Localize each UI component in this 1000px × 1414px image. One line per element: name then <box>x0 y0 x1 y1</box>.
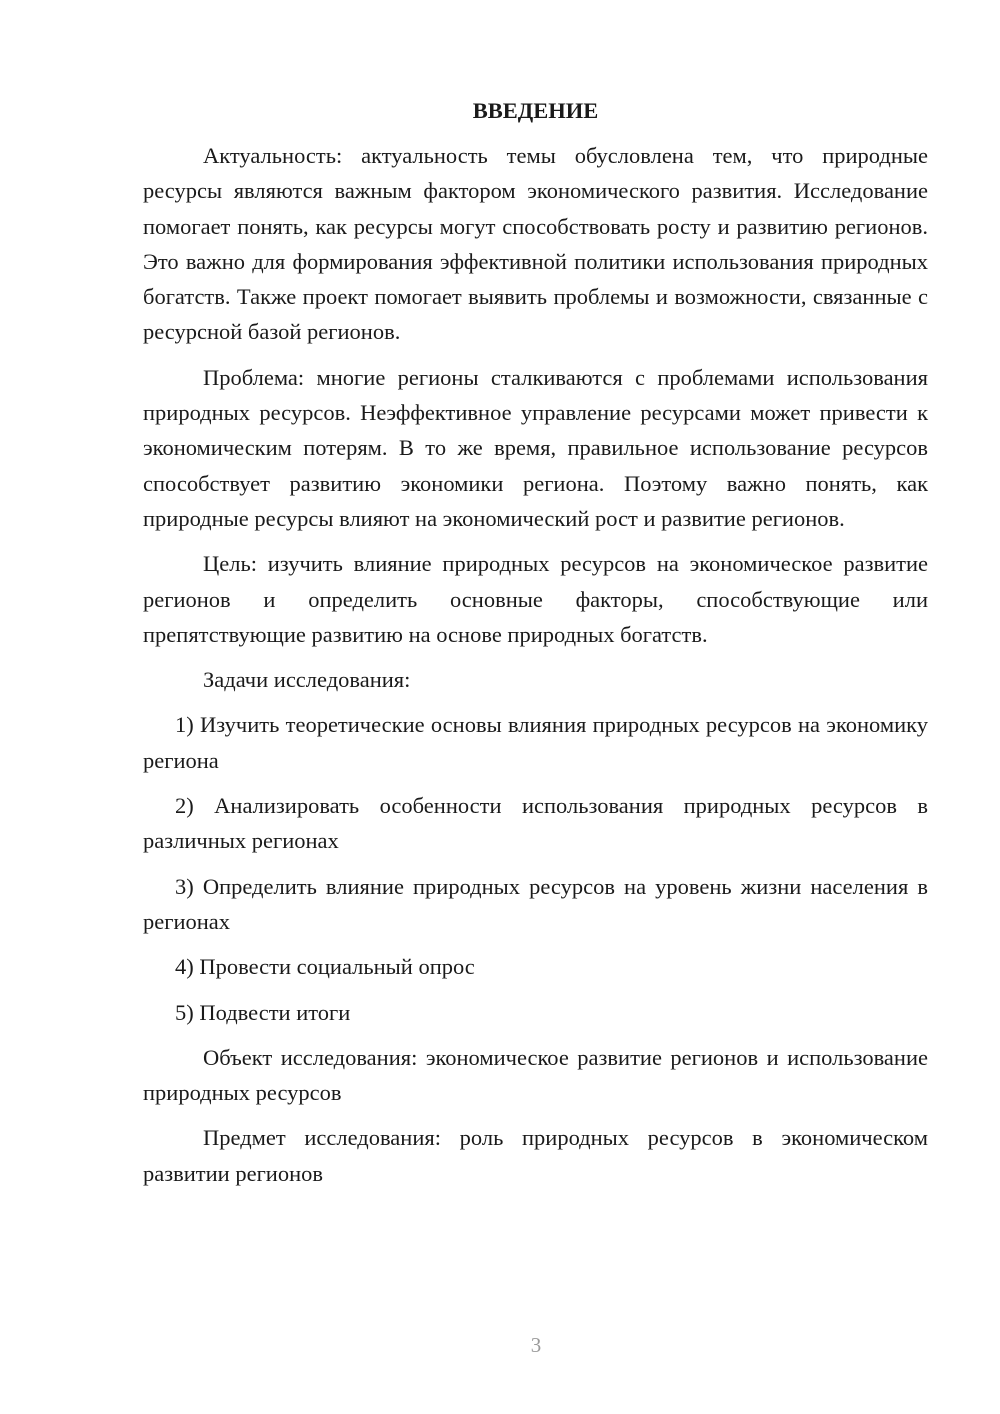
tasks-heading: Задачи исследования: <box>203 667 411 693</box>
page-content <box>143 94 928 1201</box>
page-number: 3 <box>530 1333 542 1357</box>
task-item-2: 2) Анализировать особенности использования природных ресурсов в различных регионах <box>143 793 928 854</box>
problem-paragraph: Проблема: многие регионы сталкиваются с проблемами использования природных ресурсов. Неэффективное управление ресурсами может привести к экономическим потерям. В то же время, правильное использование ресурсов способствует развитию экономики региона. Поэтому важно понять, как природные ресурсы влияют на экономический рост и развитие регионов. <box>143 364 928 531</box>
research-object-paragraph: Объект исследования: экономическое развитие регионов и использование природных ресурсов <box>143 1044 928 1106</box>
task-item-5: 5) Подвести итоги <box>175 999 351 1025</box>
relevance-paragraph: Актуальность: актуальность темы обусловлена тем, что природные ресурсы являются важным фактором экономического развития. Исследование помогает понять, как ресурсы могут способствовать росту и развитию регионов. Это важно для формирования эффективной политики использования природных богатств. Также проект помогает выявить проблемы и возможности, связанные с ресурсной базой регионов. <box>143 143 928 345</box>
task-item-3: 3) Определить влияние природных ресурсов на уровень жизни населения в регионах <box>143 873 928 934</box>
section-title: ВВЕДЕНИЕ <box>472 98 599 123</box>
goal-paragraph: Цель: изучить влияние природных ресурсов на экономическое развитие регионов и определить основные факторы, способствующие или препятствующие развитию на основе природных богатств. <box>143 551 928 647</box>
task-item-1: 1) Изучить теоретические основы влияния природных ресурсов на экономику региона <box>143 712 928 773</box>
research-subject-paragraph: Предмет исследования: роль природных ресурсов в экономическом развитии регионов <box>143 1125 928 1186</box>
task-item-4: 4) Провести социальный опрос <box>175 954 475 980</box>
